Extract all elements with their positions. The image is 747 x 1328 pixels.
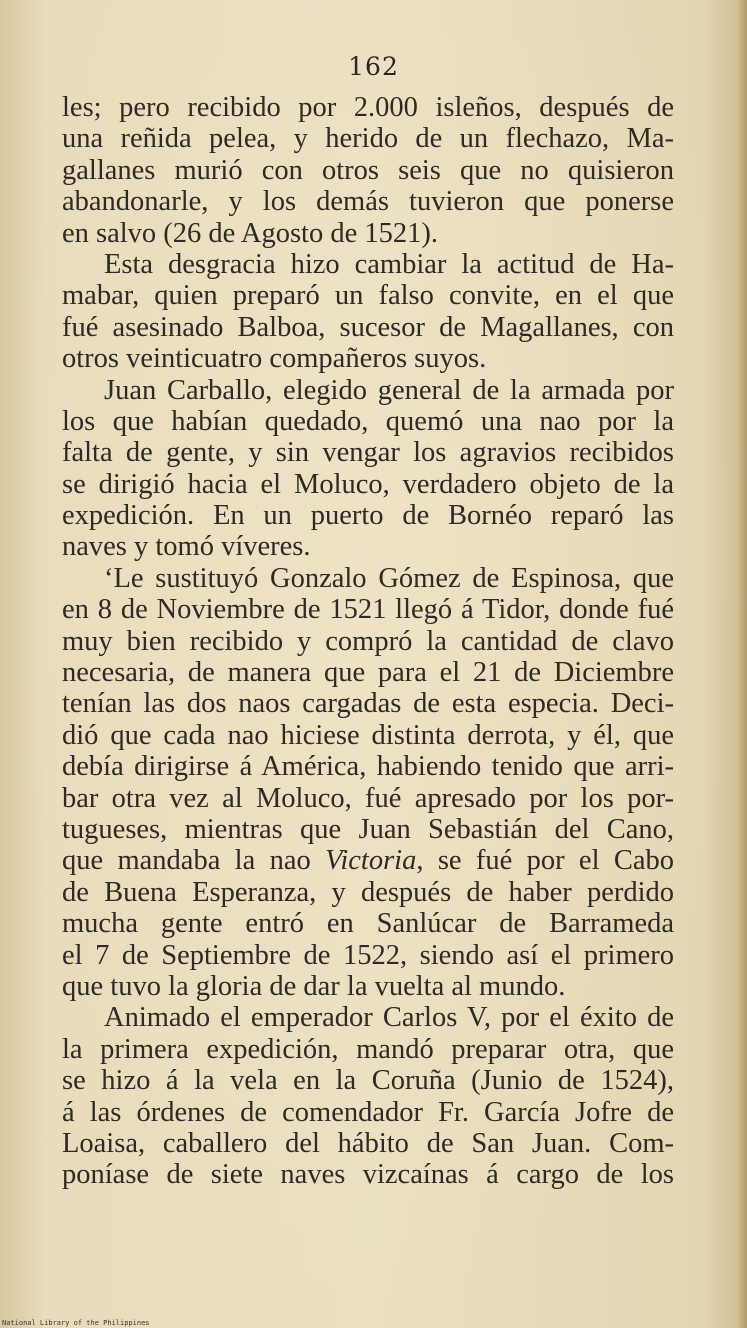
text-line: Esta desgracia hizo cambiar la actitud de Ha-: [104, 248, 674, 280]
text-line: les; pero recibido por 2.000 isleños, después de: [62, 92, 674, 123]
text-line: naves y tomó víveres.: [62, 531, 311, 563]
text-line: el 7 de Septiembre de 1522, siendo así el primero: [62, 939, 674, 971]
text-line: mabar, quien preparó un falso convite, en el que: [62, 280, 674, 312]
text-line: se hizo á la vela en la Coruña (Junio de 1524),: [62, 1065, 674, 1097]
text-line: muy bien recibido y compró la cantidad de clavo: [62, 625, 674, 657]
text-line: en 8 de Noviembre de 1521 llegó á Tidor, donde fué: [62, 594, 674, 626]
text-line: abandonarle, y los demás tuvieron que ponerse: [62, 186, 674, 218]
library-credit: National Library of the Philippines: [2, 1319, 150, 1327]
text-line: Juan Carballo, elegido general de la armada por: [104, 374, 674, 406]
text-line: otros veinticuatro compañeros suyos.: [62, 343, 487, 375]
text-line: los que habían quedado, quemó una nao por la: [62, 405, 674, 437]
text-line: falta de gente, y sin vengar los agravios recibidos: [62, 437, 674, 469]
text-line: debía dirigirse á América, habiendo tenido que arri-: [62, 751, 674, 783]
text-line: á las órdenes de comendador Fr. García Jofre de: [62, 1096, 674, 1128]
text-line: poníase de siete naves vizcaínas á cargo de los: [62, 1159, 674, 1191]
text-line: expedición. En un puerto de Bornéo reparó las: [62, 500, 674, 532]
text-line: se dirigió hacia el Moluco, verdadero objeto de la: [62, 468, 674, 500]
text-line: Animado el emperador Carlos V, por el éxito de: [104, 1002, 674, 1034]
ship-name: Victoria: [325, 845, 417, 877]
text-line: tenían las dos naos cargadas de esta especia. Deci-: [62, 688, 674, 720]
body-text: [62, 92, 674, 1191]
page-number: 162: [348, 52, 399, 81]
page-edge-shadow: [737, 0, 747, 1328]
text-line: que tuvo la gloria de dar la vuelta al mundo.: [62, 970, 566, 1002]
text-line: necesaria, de manera que para el 21 de Diciembre: [62, 657, 674, 689]
text-line: ‘Le sustituyó Gonzalo Gómez de Espinosa, que: [104, 562, 674, 594]
text-line: gallanes murió con otros seis que no quisieron: [62, 154, 674, 186]
text-line: Loaisa, caballero del hábito de San Juan. Com-: [62, 1127, 674, 1159]
text-line: en salvo (26 de Agosto de 1521).: [62, 217, 438, 249]
text-line: dió que cada nao hiciese distinta derrota, y él, que: [62, 719, 674, 751]
text-line: que mandaba la nao Victoria, se fué por el Cabo: [62, 845, 674, 877]
text-line: fué asesinado Balboa, sucesor de Magallanes, con: [62, 311, 674, 343]
text-line: bar otra vez al Moluco, fué apresado por los por-: [62, 782, 674, 814]
text-line: la primera expedición, mandó preparar otra, que: [62, 1033, 674, 1065]
text-line: tugueses, mientras que Juan Sebastián del Cano,: [62, 813, 674, 845]
text-line: de Buena Esperanza, y después de haber perdido: [62, 876, 674, 908]
text-line: mucha gente entró en Sanlúcar de Barrameda: [62, 908, 674, 940]
text-line: una reñida pelea, y herido de un flechazo, Ma-: [62, 123, 674, 155]
